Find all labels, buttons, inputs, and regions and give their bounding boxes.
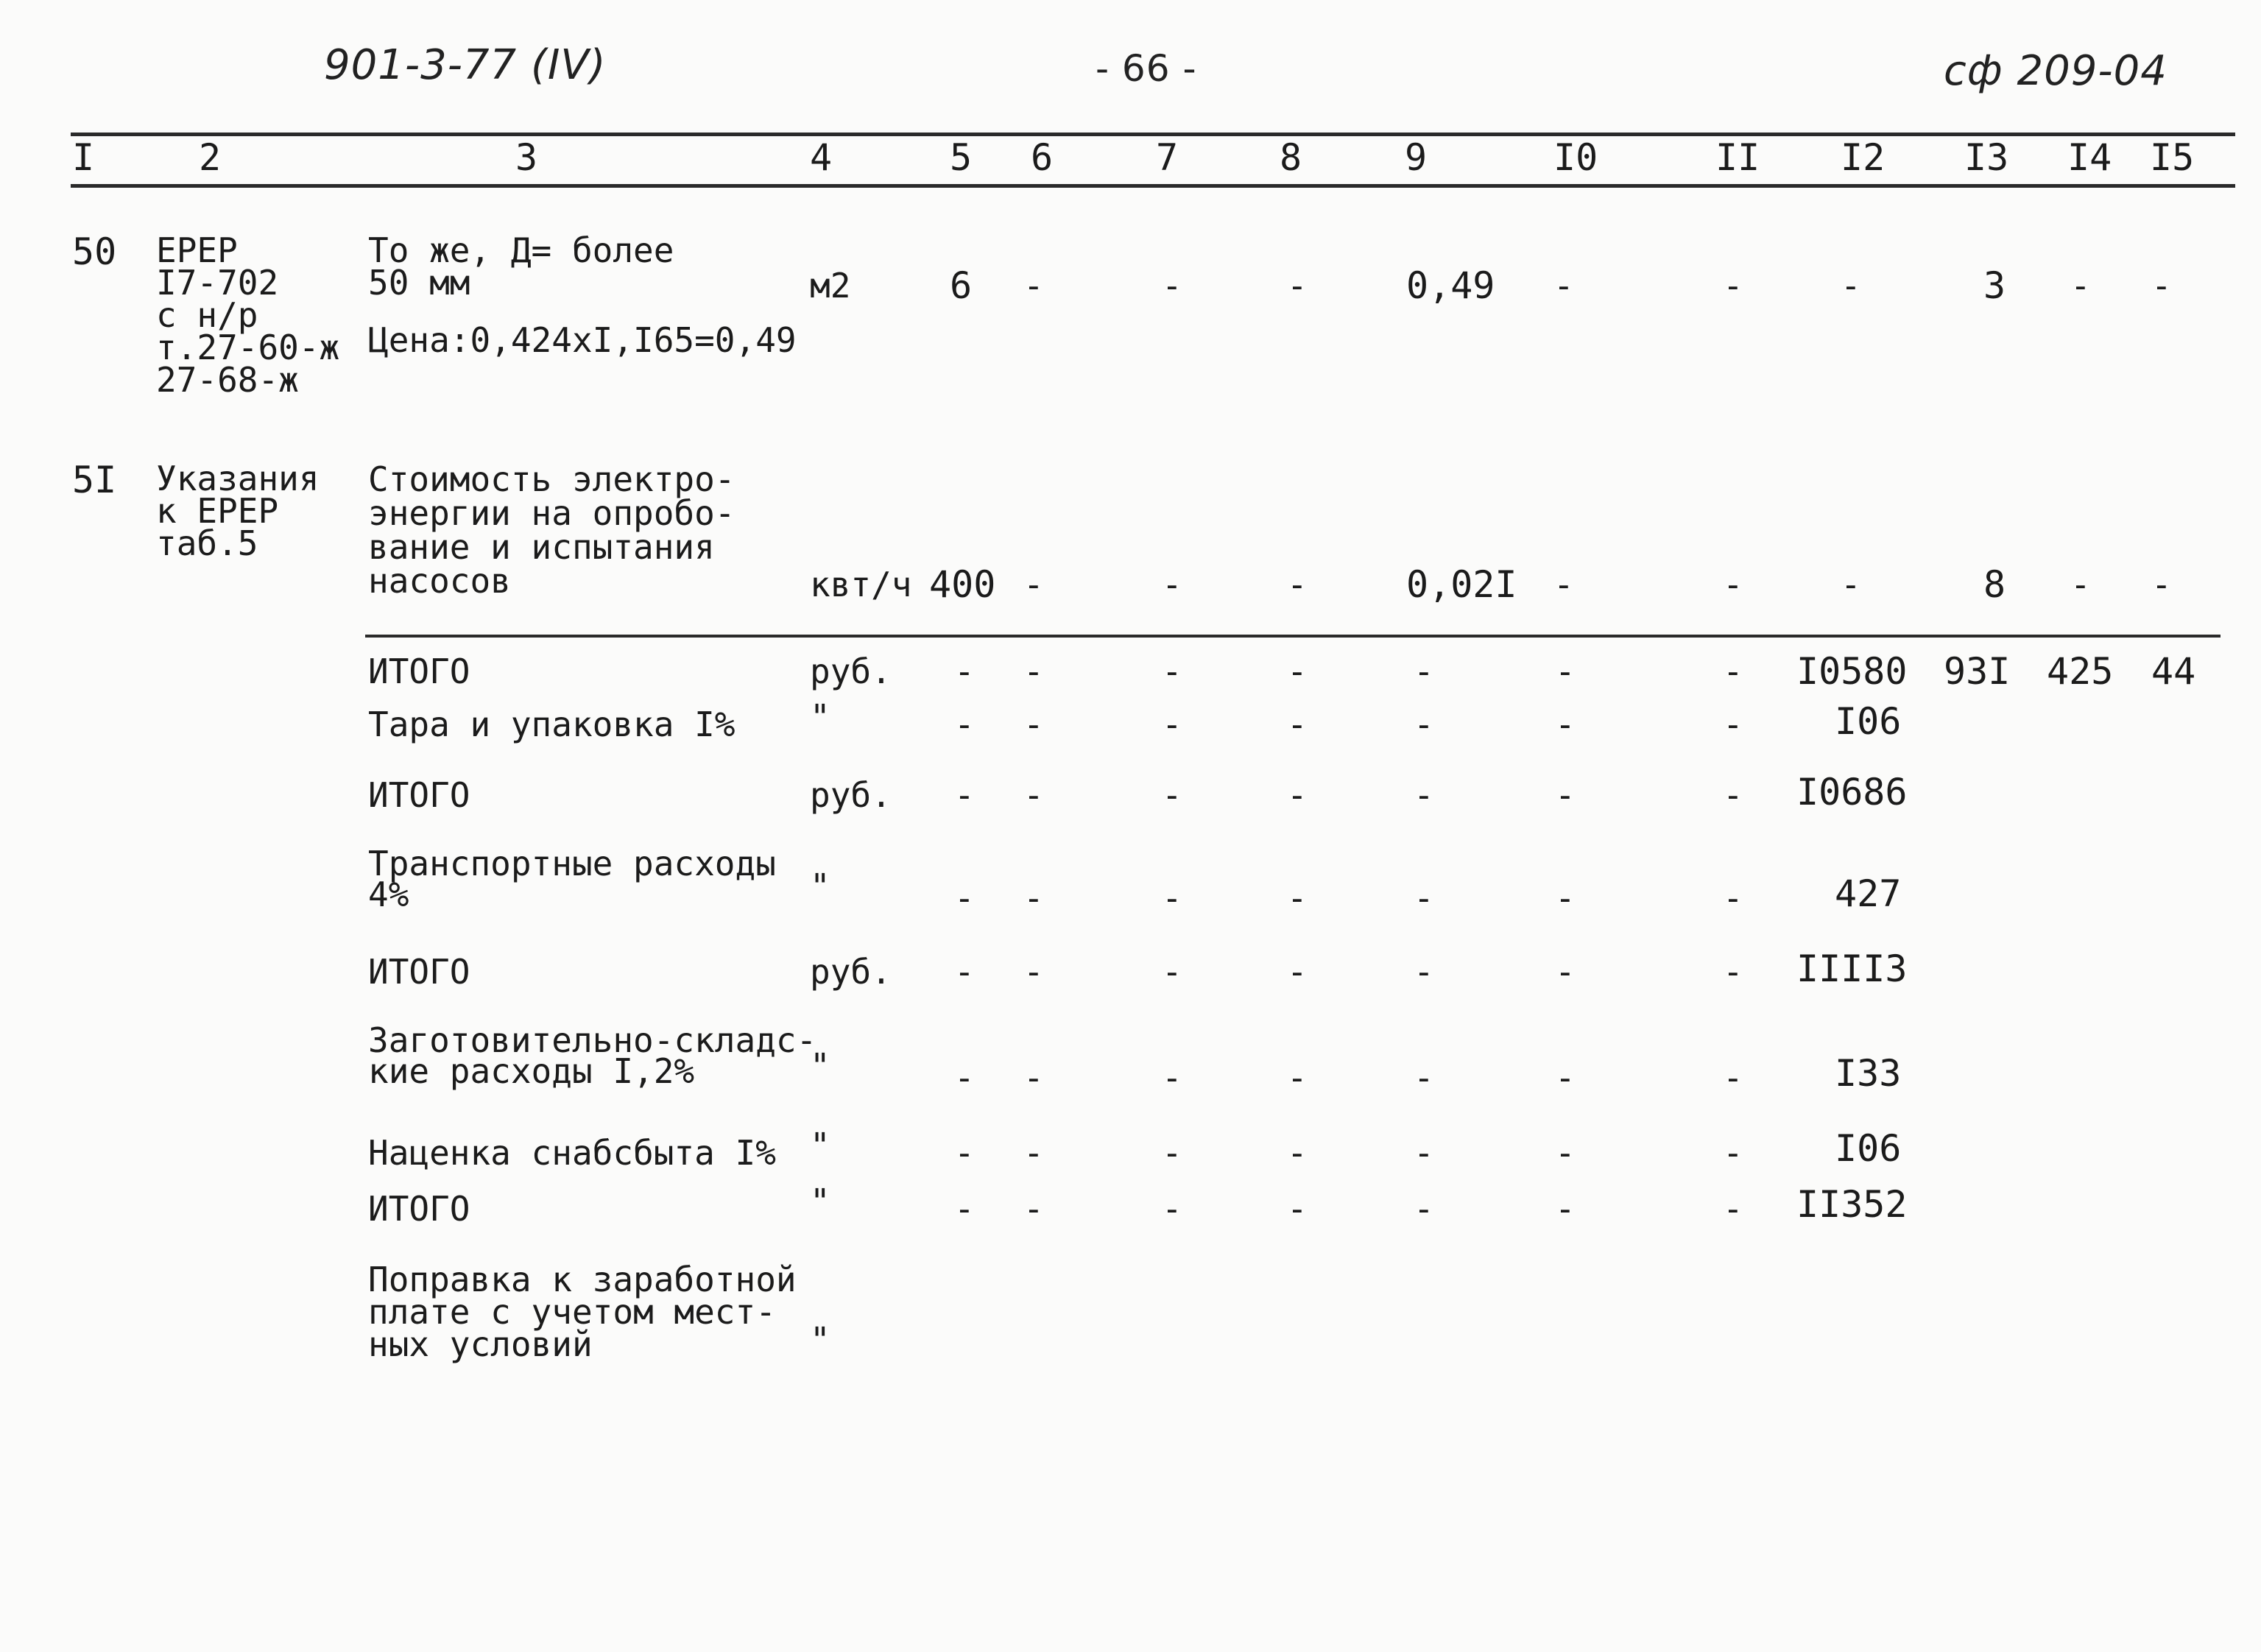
cell-c6: -	[1023, 266, 1044, 306]
summary-label: ИТОГО	[368, 1189, 470, 1229]
summary-dash: -	[1287, 878, 1308, 918]
cell-c13: 3	[1983, 264, 2006, 307]
cell-c11: -	[1723, 565, 1743, 604]
summary-unit: "	[810, 1126, 830, 1165]
summary-c15: 44	[2151, 650, 2196, 693]
summary-label: ИТОГО	[368, 775, 470, 815]
column-number: I3	[1964, 136, 2009, 179]
cell-c15: -	[2151, 266, 2172, 306]
cell-c14: -	[2070, 565, 2091, 604]
cell-c6: -	[1023, 565, 1044, 604]
summary-total: IIII3	[1796, 947, 1908, 990]
work-description: Стоимость электро- энергии на опробо- вание и испытания насосов	[368, 459, 736, 601]
summary-dash: -	[1162, 952, 1182, 992]
summary-dash: -	[954, 1058, 975, 1098]
cell-c8: -	[1287, 565, 1308, 604]
summary-dash: -	[1414, 775, 1434, 815]
summary-total: I0580	[1796, 650, 1908, 693]
summary-unit: руб.	[810, 652, 892, 691]
summary-unit: "	[810, 1182, 830, 1221]
column-number: 2	[199, 136, 222, 179]
summary-label: Наценка снабсбыта I%	[368, 1133, 776, 1173]
cell-c7: -	[1162, 565, 1182, 604]
page-number: - 66 -	[1096, 47, 1197, 90]
column-number: 4	[810, 136, 833, 179]
summary-dash: -	[1723, 878, 1743, 918]
cell-c9: 0,02I	[1406, 563, 1517, 606]
column-number: 6	[1031, 136, 1054, 179]
summary-dash: -	[1723, 652, 1743, 691]
column-number: 5	[950, 136, 973, 179]
summary-dash: -	[954, 705, 975, 744]
summary-dash: -	[1555, 1189, 1576, 1229]
summary-dash: -	[1555, 652, 1576, 691]
summary-unit: "	[810, 1320, 830, 1360]
summary-dash: -	[1555, 705, 1576, 744]
column-number: I2	[1841, 136, 1886, 179]
column-number: I5	[2150, 136, 2195, 179]
rate-code: Указания к ЕРЕР таб.5	[156, 459, 320, 563]
summary-dash: -	[1287, 652, 1308, 691]
summary-dash: -	[1414, 652, 1434, 691]
summary-dash: -	[1162, 775, 1182, 815]
unit: м2	[810, 266, 851, 306]
summary-c14: 425	[2047, 650, 2114, 693]
column-number: 3	[515, 136, 538, 179]
summary-dash: -	[1287, 1133, 1308, 1173]
cell-c10: -	[1553, 565, 1574, 604]
cell-c9: 0,49	[1406, 264, 1495, 307]
header-rule-bottom	[71, 184, 2235, 188]
summary-dash: -	[1555, 1133, 1576, 1173]
summary-dash: -	[1414, 952, 1434, 992]
summary-dash: -	[1287, 775, 1308, 815]
summary-dash: -	[954, 775, 975, 815]
summary-dash: -	[1287, 1189, 1308, 1229]
quantity: 400	[929, 563, 996, 606]
summary-label: Транспортные расходы 4%	[368, 844, 776, 914]
column-number: I4	[2067, 136, 2112, 179]
summary-dash: -	[1723, 705, 1743, 744]
summary-dash: -	[1555, 952, 1576, 992]
summary-dash: -	[1414, 1133, 1434, 1173]
summary-dash: -	[1287, 952, 1308, 992]
summary-dash: -	[1414, 878, 1434, 918]
column-number: 7	[1156, 136, 1179, 179]
summary-dash: -	[1023, 705, 1044, 744]
rate-code: ЕРЕР I7-702 с н/р т.27-60-ж 27-68-ж	[156, 230, 340, 400]
summary-total: I33	[1835, 1052, 1902, 1095]
summary-dash: -	[954, 878, 975, 918]
summary-dash: -	[954, 952, 975, 992]
cell-c13: 8	[1983, 563, 2006, 606]
summary-label: Заготовительно-складс- кие расходы I,2%	[368, 1020, 817, 1091]
cell-c7: -	[1162, 266, 1182, 306]
cell-c14: -	[2070, 266, 2091, 306]
price-note: Цена:0,424хI,I65=0,49	[368, 320, 797, 360]
summary-dash: -	[1162, 1133, 1182, 1173]
summary-unit: "	[810, 697, 830, 737]
cell-c8: -	[1287, 266, 1308, 306]
summary-dash: -	[1723, 952, 1743, 992]
sheet-code: сф 209-04	[1944, 47, 2167, 95]
summary-label: ИТОГО	[368, 952, 470, 992]
summary-dash: -	[1723, 1189, 1743, 1229]
summary-total: I06	[1835, 1127, 1902, 1170]
summary-label: Тара и упаковка I%	[368, 705, 736, 744]
summary-total: II352	[1796, 1183, 1908, 1226]
summary-label: Поправка к заработной плате с учетом мест- ных условий	[368, 1260, 797, 1364]
summary-total: I06	[1835, 700, 1902, 743]
summary-dash: -	[1555, 878, 1576, 918]
summary-dash: -	[1023, 952, 1044, 992]
summary-dash: -	[1414, 1189, 1434, 1229]
unit: квт/ч	[810, 565, 912, 604]
summary-unit: "	[810, 866, 830, 906]
summary-dash: -	[954, 1189, 975, 1229]
summary-c13: 93I	[1944, 650, 2011, 693]
summary-dash: -	[1414, 705, 1434, 744]
cell-c12: -	[1841, 266, 1861, 306]
summary-dash: -	[954, 652, 975, 691]
column-number: 8	[1280, 136, 1302, 179]
summary-dash: -	[1555, 1058, 1576, 1098]
summary-dash: -	[1723, 775, 1743, 815]
summary-dash: -	[1162, 1058, 1182, 1098]
summary-dash: -	[1023, 1189, 1044, 1229]
summary-unit: руб.	[810, 775, 892, 815]
document-code: 901-3-77 (IV)	[324, 41, 607, 89]
summary-dash: -	[1414, 1058, 1434, 1098]
column-number: 9	[1405, 136, 1428, 179]
cell-c11: -	[1723, 266, 1743, 306]
summary-dash: -	[1555, 775, 1576, 815]
summary-dash: -	[1723, 1133, 1743, 1173]
summary-dash: -	[1162, 1189, 1182, 1229]
row-number: 50	[72, 230, 117, 273]
row-number: 5I	[72, 459, 117, 501]
cell-c10: -	[1553, 266, 1574, 306]
summary-rule	[365, 635, 2221, 638]
summary-dash: -	[1287, 1058, 1308, 1098]
summary-dash: -	[1162, 878, 1182, 918]
summary-total: 427	[1835, 872, 1902, 915]
work-description: То же, Д= более 50 мм	[368, 230, 674, 303]
summary-unit: "	[810, 1046, 830, 1086]
summary-dash: -	[1023, 652, 1044, 691]
cell-c15: -	[2151, 565, 2172, 604]
summary-dash: -	[1287, 705, 1308, 744]
column-number: I	[72, 136, 95, 179]
summary-dash: -	[1023, 878, 1044, 918]
summary-dash: -	[1023, 1058, 1044, 1098]
cell-c12: -	[1841, 565, 1861, 604]
column-number: I0	[1553, 136, 1598, 179]
summary-total: I0686	[1796, 771, 1908, 813]
summary-dash: -	[1162, 652, 1182, 691]
summary-dash: -	[1023, 1133, 1044, 1173]
summary-dash: -	[954, 1133, 975, 1173]
header-rule-top	[71, 133, 2235, 136]
summary-label: ИТОГО	[368, 652, 470, 691]
summary-dash: -	[1023, 775, 1044, 815]
summary-dash: -	[1162, 705, 1182, 744]
summary-dash: -	[1723, 1058, 1743, 1098]
quantity: 6	[950, 264, 973, 307]
column-number: II	[1715, 136, 1760, 179]
summary-unit: руб.	[810, 952, 892, 992]
